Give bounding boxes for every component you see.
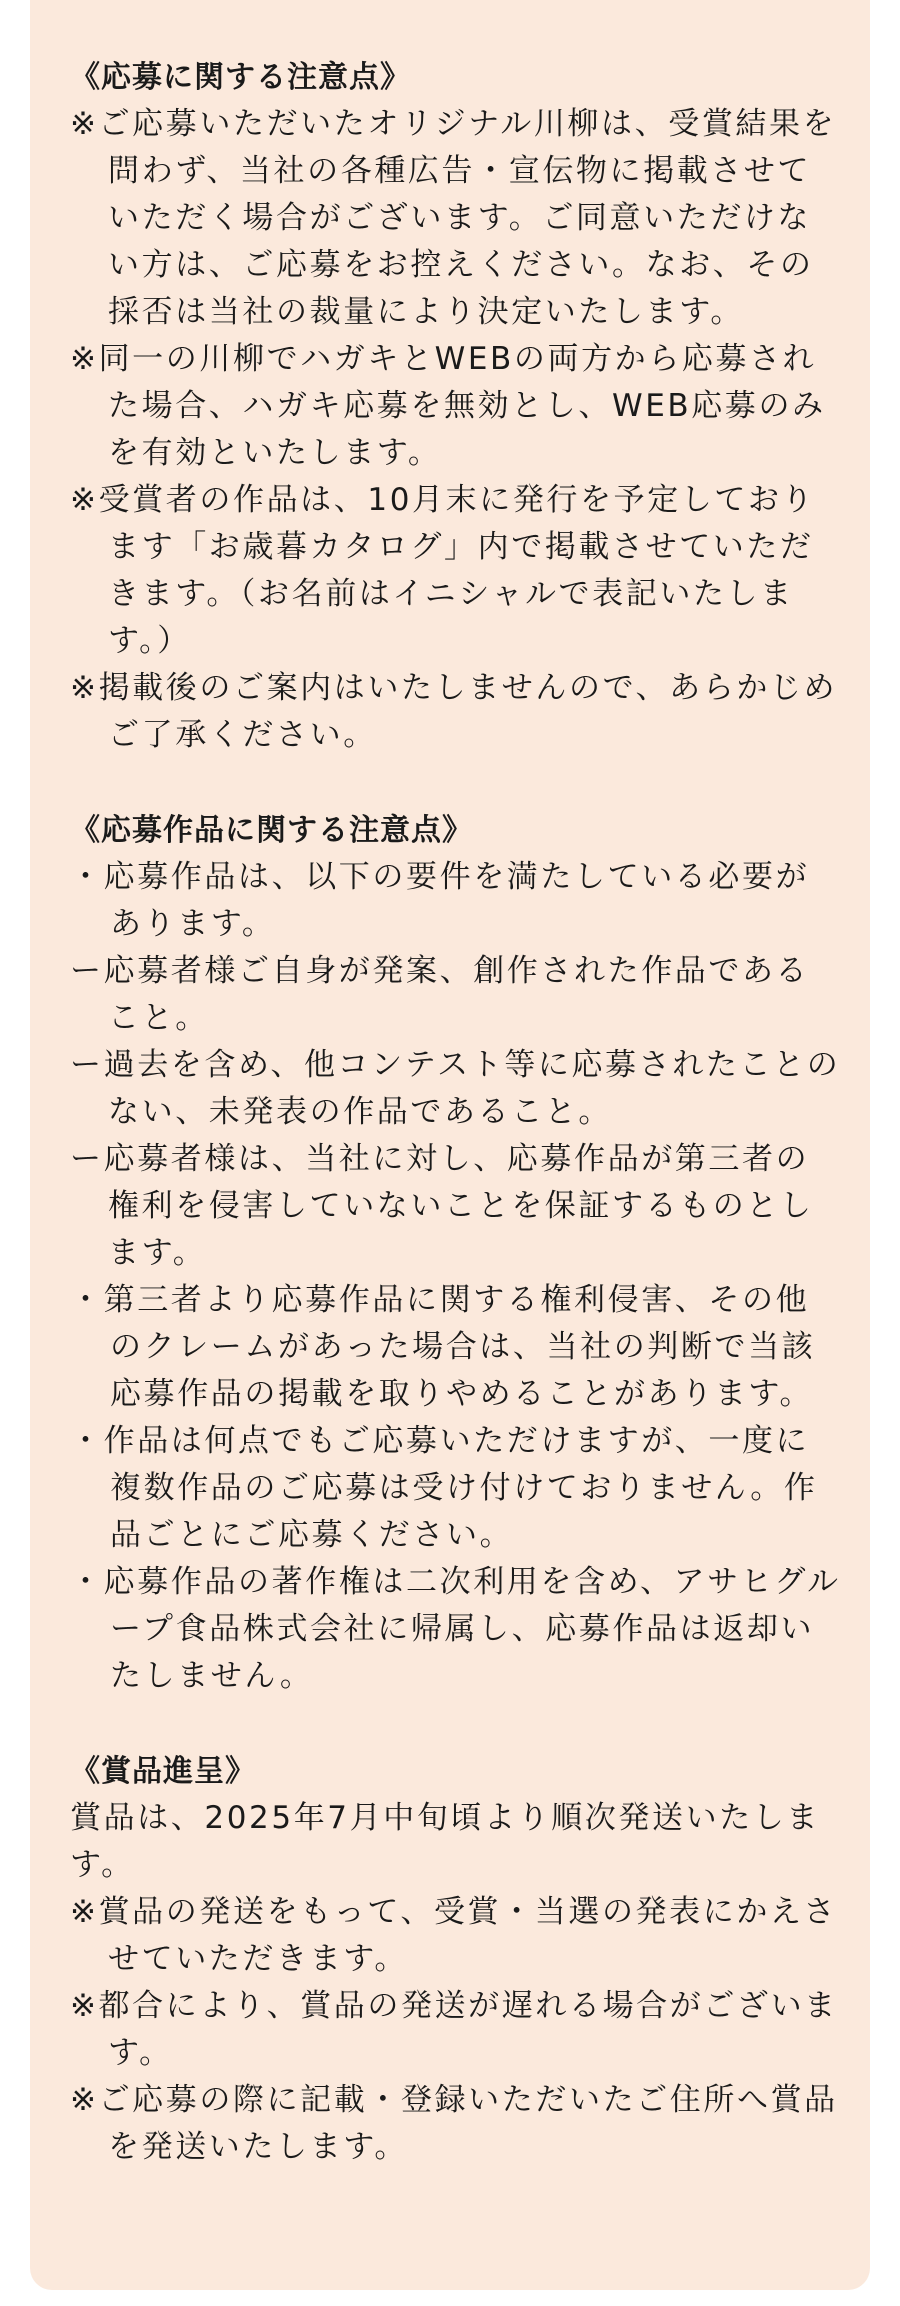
note-item: ・作品は何点でもご応募いただけますが、一度に複数作品のご応募は受け付けておりません。作品ごとにご応募ください。 [70, 1423, 818, 1553]
note-item: ※賞品の発送をもって、受賞・当選の発表にかえさせていただきます。 [70, 1894, 838, 1977]
note-item: ※都合により、賞品の発送が遅れる場合がございます。 [70, 1988, 838, 2071]
section-heading: 《応募に関する注意点》 [70, 60, 411, 95]
note-item: ※ご応募の際に記載・登録いただいたご住所へ賞品を発送いたします。 [70, 2082, 838, 2165]
notice-panel [30, 0, 870, 2290]
note-item: ※同一の川柳でハガキとWEBの両方から応募された場合、ハガキ応募を無効とし、WEB応募のみを有効といたします。 [70, 341, 826, 471]
section-heading: 《応募作品に関する注意点》 [70, 813, 473, 848]
prize-info: 賞品は、2025年7月中旬頃より順次発送いたします。 [70, 1800, 821, 1883]
note-item: ※掲載後のご案内はいたしませんので、あらかじめご了承ください。 [70, 670, 838, 753]
note-item: ・第三者より応募作品に関する権利侵害、その他のクレームがあった場合は、当社の判断で当該応募作品の掲載を取りやめることがあります。 [70, 1282, 816, 1412]
note-item: ※受賞者の作品は、10月末に発行を予定しております「お歳暮カタログ」内で掲載させていただきます。（お名前はイニシャルで表記いたします。） [70, 482, 816, 659]
section-entry-notes [70, 54, 842, 759]
requirement-item: ー応募者様ご自身が発案、創作された作品であること。 [70, 953, 810, 1036]
section-heading: 《賞品進呈》 [70, 1754, 256, 1789]
requirement-item: ー応募者様は、当社に対し、応募作品が第三者の権利を侵害していないことを保証するものとします。 [70, 1141, 814, 1271]
requirement-item: ー過去を含め、他コンテスト等に応募されたことのない、未発表の作品であること。 [70, 1047, 841, 1130]
note-item: ※ご応募いただいたオリジナル川柳は、受賞結果を問わず、当社の各種広告・宣伝物に掲載させていただく場合がございます。ご同意いただけない方は、ご応募をお控えください。なお、その採否は当社の裁量により決定いたします。 [70, 106, 837, 330]
section-work-notes [70, 807, 842, 1700]
note-item: ・応募作品は、以下の要件を満たしている必要があります。 [70, 859, 810, 942]
note-item: ・応募作品の著作権は二次利用を含め、アサヒグループ食品株式会社に帰属し、応募作品は返却いたしません。 [70, 1564, 841, 1694]
section-prize-delivery [70, 1748, 842, 2171]
